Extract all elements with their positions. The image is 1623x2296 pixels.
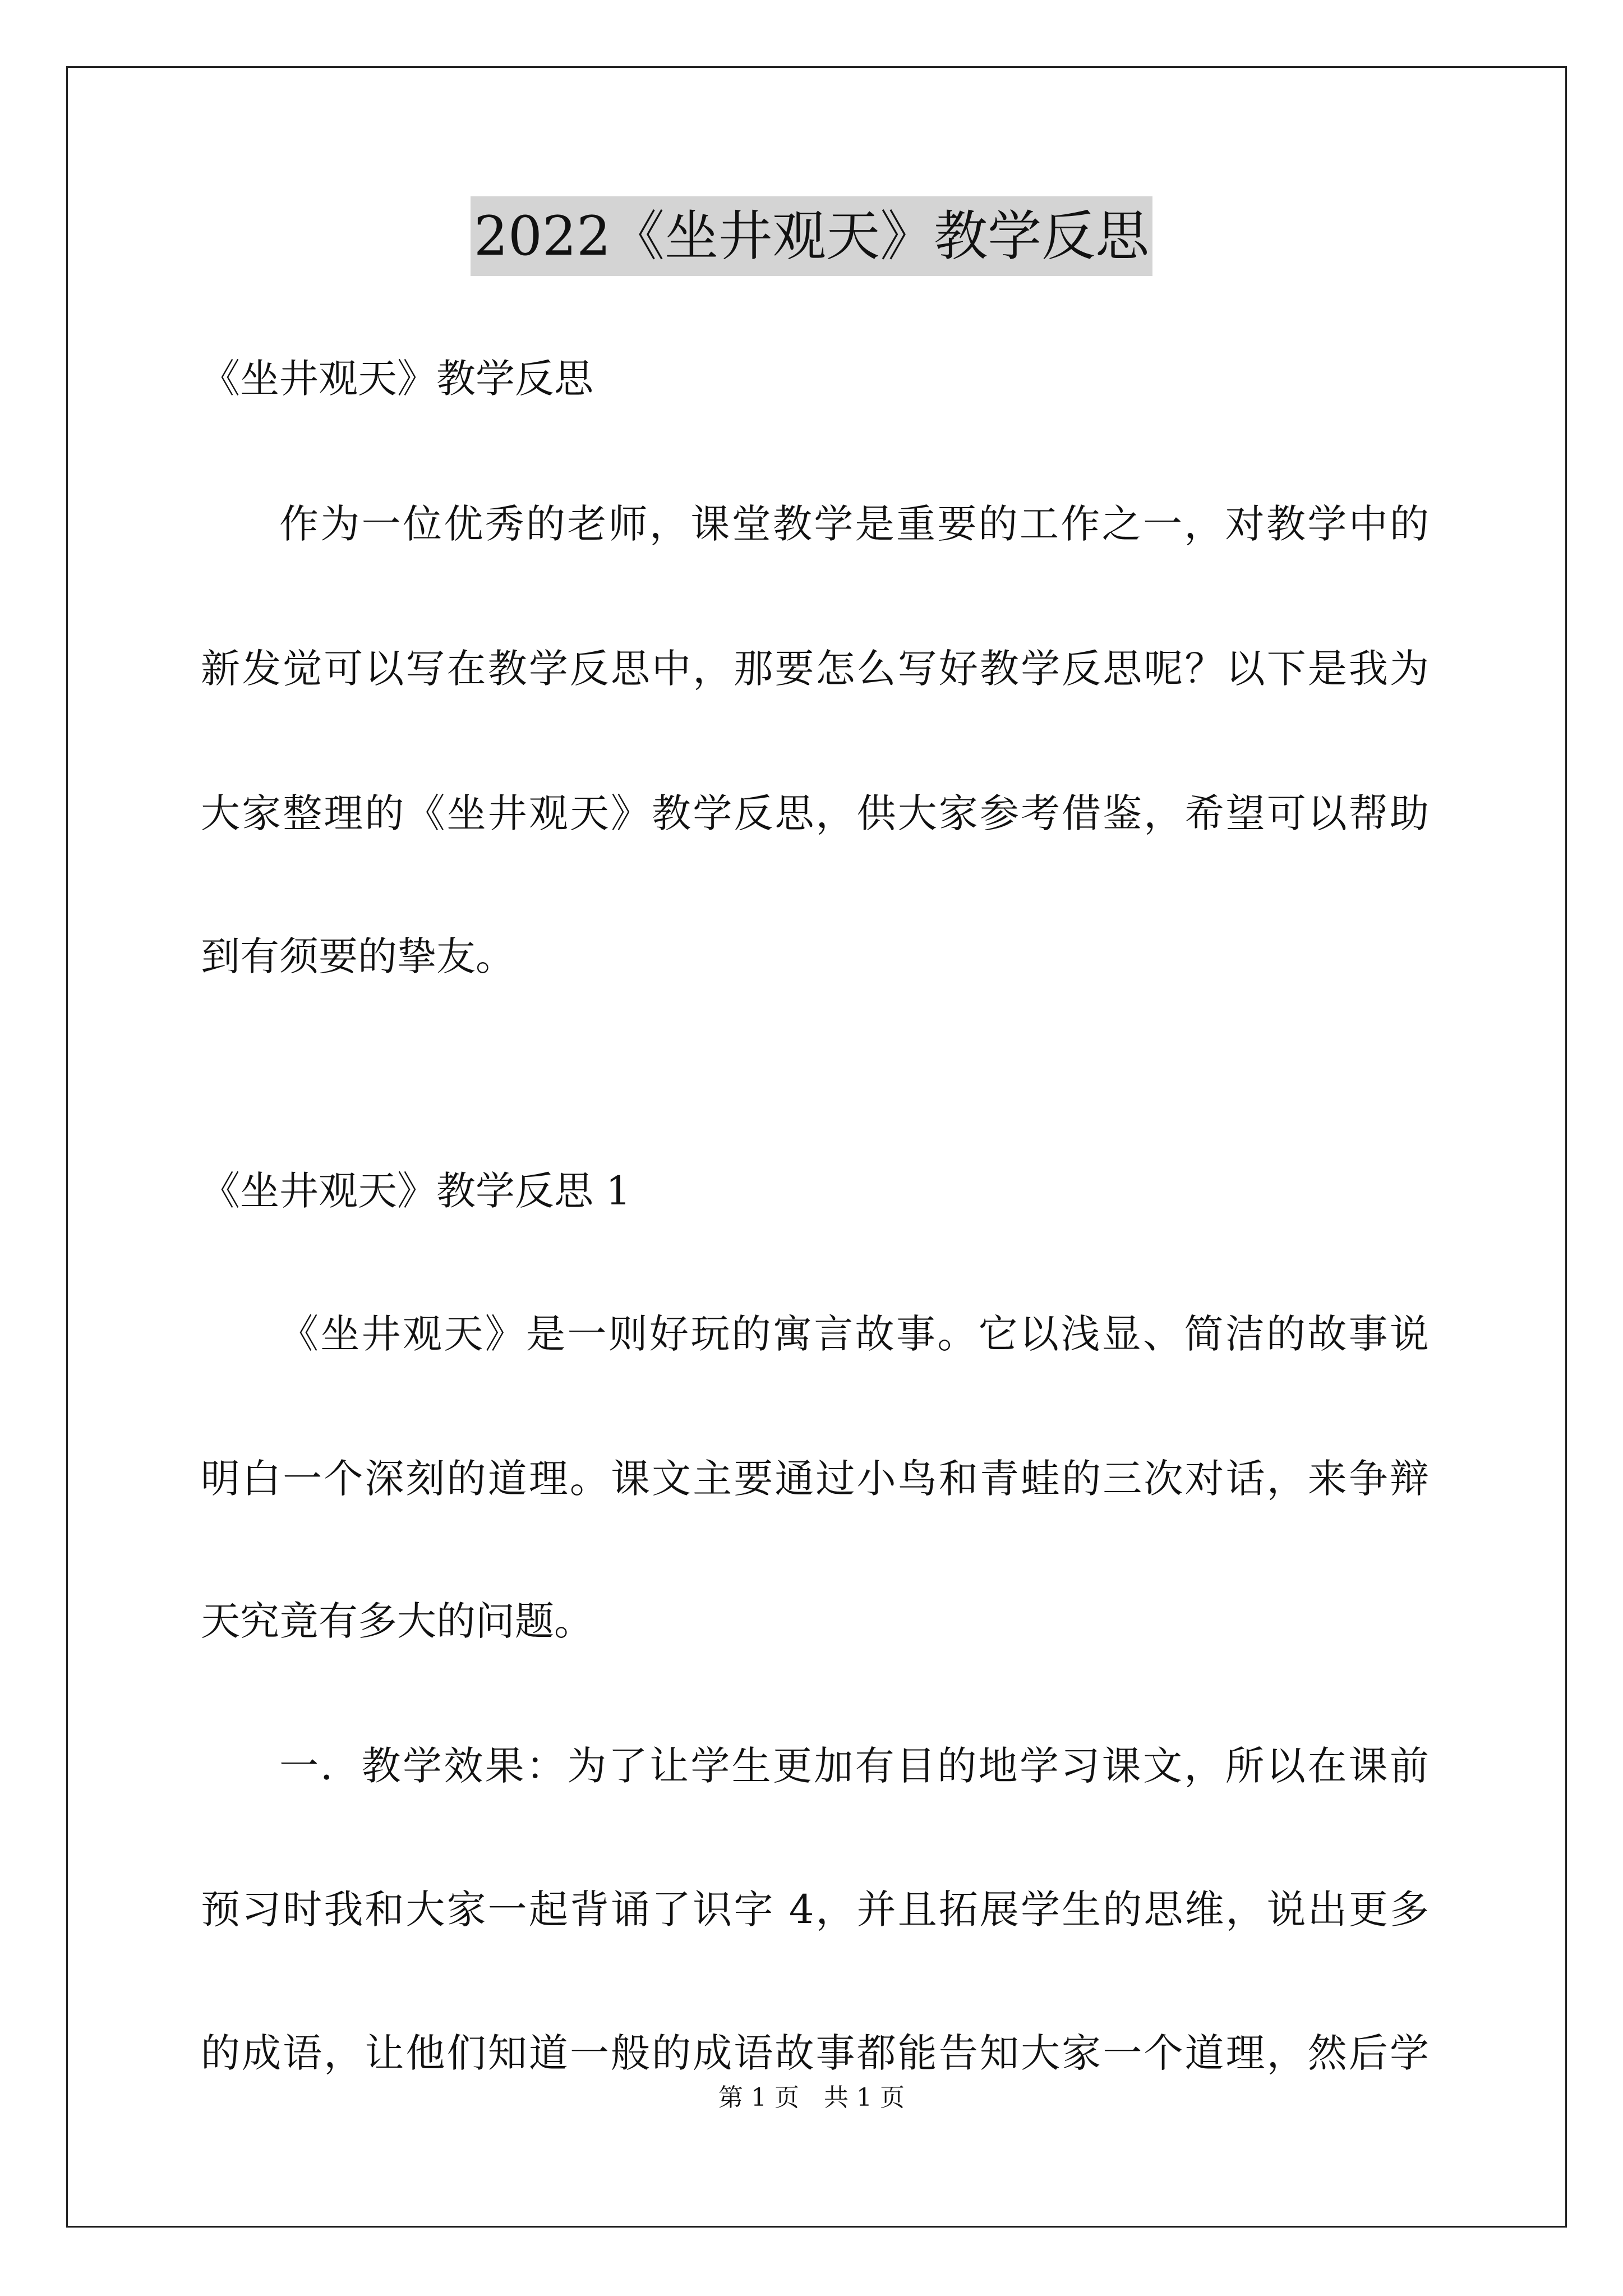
intro-line: 到有须要的挚友。: [201, 933, 515, 979]
intro-line: 新发觉可以写在教学反思中，那要怎么写好教学反思呢？以下是我为: [201, 646, 1429, 692]
paragraph-line: 的成语，让他们知道一般的成语故事都能告知大家一个道理，然后学: [201, 2030, 1429, 2076]
paragraph-line: 《坐井观天》是一则好玩的寓言故事。它以浅显、简洁的故事说: [279, 1311, 1429, 1357]
document-title: 2022《坐井观天》教学反思: [471, 196, 1152, 276]
paragraph-line: 天究竟有多大的问题。: [201, 1598, 593, 1644]
document-subtitle: 《坐井观天》教学反思: [201, 356, 593, 402]
paragraph-line: 一．教学效果：为了让学生更加有目的地学习课文，所以在课前: [279, 1743, 1429, 1789]
paragraph-line: 明白一个深刻的道理。课文主要通过小鸟和青蛙的三次对话，来争辩: [201, 1456, 1429, 1502]
title-container: [0, 196, 1623, 276]
intro-line: 作为一位优秀的老师，课堂教学是重要的工作之一，对教学中的: [279, 501, 1429, 547]
intro-line: 大家整理的《坐井观天》教学反思，供大家参考借鉴，希望可以帮助: [201, 790, 1429, 836]
section-heading: 《坐井观天》教学反思 1: [201, 1168, 631, 1214]
page-footer: 第 1 页 共 1 页: [718, 2083, 905, 2112]
paragraph-line: 预习时我和大家一起背诵了识字 4，并且拓展学生的思维，说出更多: [201, 1887, 1429, 1932]
